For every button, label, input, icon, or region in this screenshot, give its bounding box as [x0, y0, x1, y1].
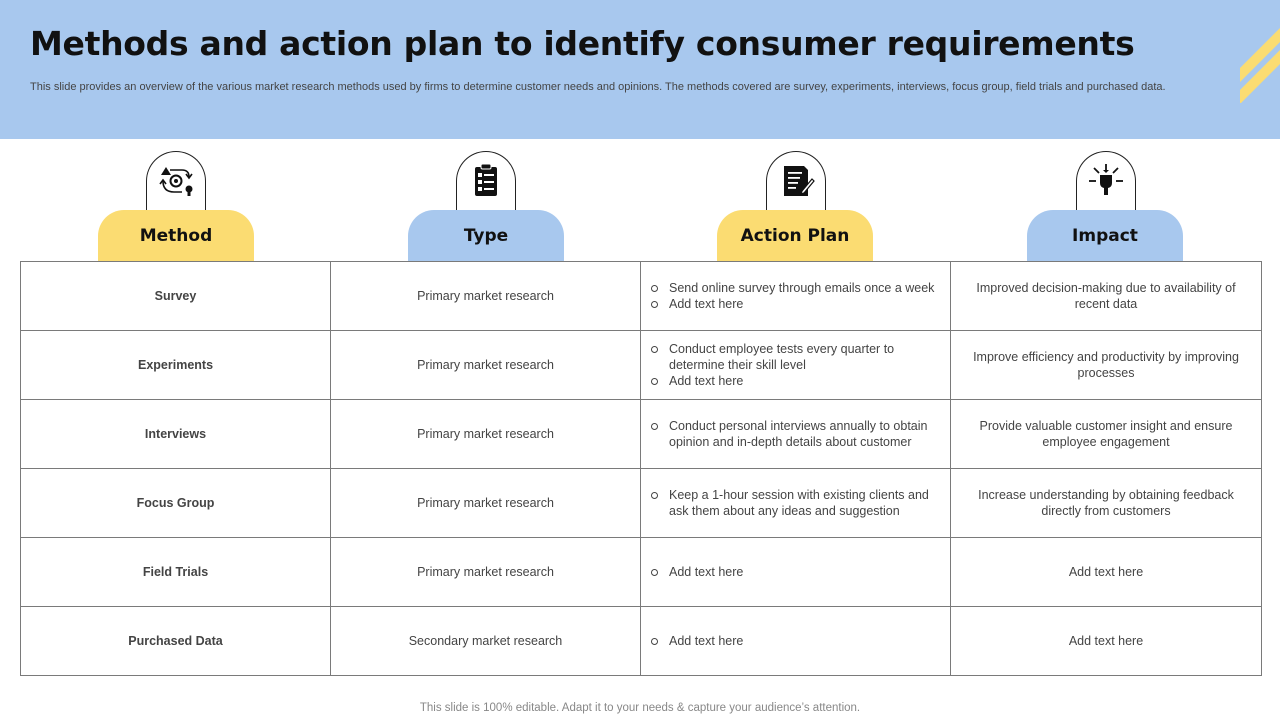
action-plan-list: [669, 280, 940, 312]
action-plan-item: Add text here: [669, 564, 940, 580]
impact-cell: Add text here: [951, 538, 1262, 607]
table-row: [21, 469, 1262, 538]
table-row: [21, 262, 1262, 331]
impact-cell: Improved decision-making due to availability of recent data: [951, 262, 1262, 331]
document-pen-icon: [766, 151, 826, 210]
action-plan-list: [669, 418, 940, 450]
header-band: [0, 0, 1280, 139]
method-cell: Experiments: [21, 331, 331, 400]
table-row: [21, 331, 1262, 400]
action-plan-list: [669, 487, 940, 519]
action-plan-item: Conduct personal interviews annually to obtain opinion and in-depth details about customer: [669, 418, 940, 450]
action-plan-item: Keep a 1-hour session with existing clients and ask them about any ideas and suggestion: [669, 487, 940, 519]
method-cell: Field Trials: [21, 538, 331, 607]
impact-cell: Improve efficiency and productivity by improving processes: [951, 331, 1262, 400]
impact-cell: Increase understanding by obtaining feedback directly from customers: [951, 469, 1262, 538]
action-plan-list: [669, 341, 940, 389]
footer-note: This slide is 100% editable. Adapt it to your needs & capture your audience’s attention.: [419, 702, 861, 714]
method-cell: Interviews: [21, 400, 331, 469]
action-plan-item: Add text here: [669, 373, 940, 389]
action-plan-item: Conduct employee tests every quarter to determine their skill level: [669, 341, 940, 373]
decorative-stripes: [1240, 28, 1280, 103]
action-plan-item: Add text here: [669, 296, 940, 312]
type-cell: Secondary market research: [331, 607, 641, 676]
method-cell: Purchased Data: [21, 607, 331, 676]
methods-table: [20, 261, 1262, 676]
impact-burst-icon: [1076, 151, 1136, 210]
action-plan-list: [669, 633, 940, 649]
action-plan-item: Send online survey through emails once a week: [669, 280, 940, 296]
type-cell: Primary market research: [331, 469, 641, 538]
impact-cell: Add text here: [951, 607, 1262, 676]
slide-title: Methods and action plan to identify consumer requirements: [30, 24, 1135, 63]
action-plan-cell: [641, 607, 951, 676]
impact-cell: Provide valuable customer insight and ensure employee engagement: [951, 400, 1262, 469]
action-plan-cell: [641, 538, 951, 607]
process-cycle-icon: [146, 151, 206, 210]
action-plan-cell: [641, 331, 951, 400]
slide-subtitle: This slide provides an overview of the various market research methods used by firms to determine customer needs and opinions. The methods covered are survey, experiments, interviews, focus group, field trials and purchased data.: [30, 81, 1166, 93]
checklist-clipboard-icon: [456, 151, 516, 210]
method-cell: Survey: [21, 262, 331, 331]
action-plan-item: Add text here: [669, 633, 940, 649]
column-header-method: Method: [98, 210, 254, 261]
type-cell: Primary market research: [331, 538, 641, 607]
column-header-type: Type: [408, 210, 564, 261]
table-row: [21, 607, 1262, 676]
table-row: [21, 400, 1262, 469]
action-plan-list: [669, 564, 940, 580]
type-cell: Primary market research: [331, 262, 641, 331]
table-row: [21, 538, 1262, 607]
column-header-action-plan: Action Plan: [717, 210, 873, 261]
action-plan-cell: [641, 262, 951, 331]
action-plan-cell: [641, 469, 951, 538]
type-cell: Primary market research: [331, 331, 641, 400]
action-plan-cell: [641, 400, 951, 469]
column-header-impact: Impact: [1027, 210, 1183, 261]
type-cell: Primary market research: [331, 400, 641, 469]
method-cell: Focus Group: [21, 469, 331, 538]
